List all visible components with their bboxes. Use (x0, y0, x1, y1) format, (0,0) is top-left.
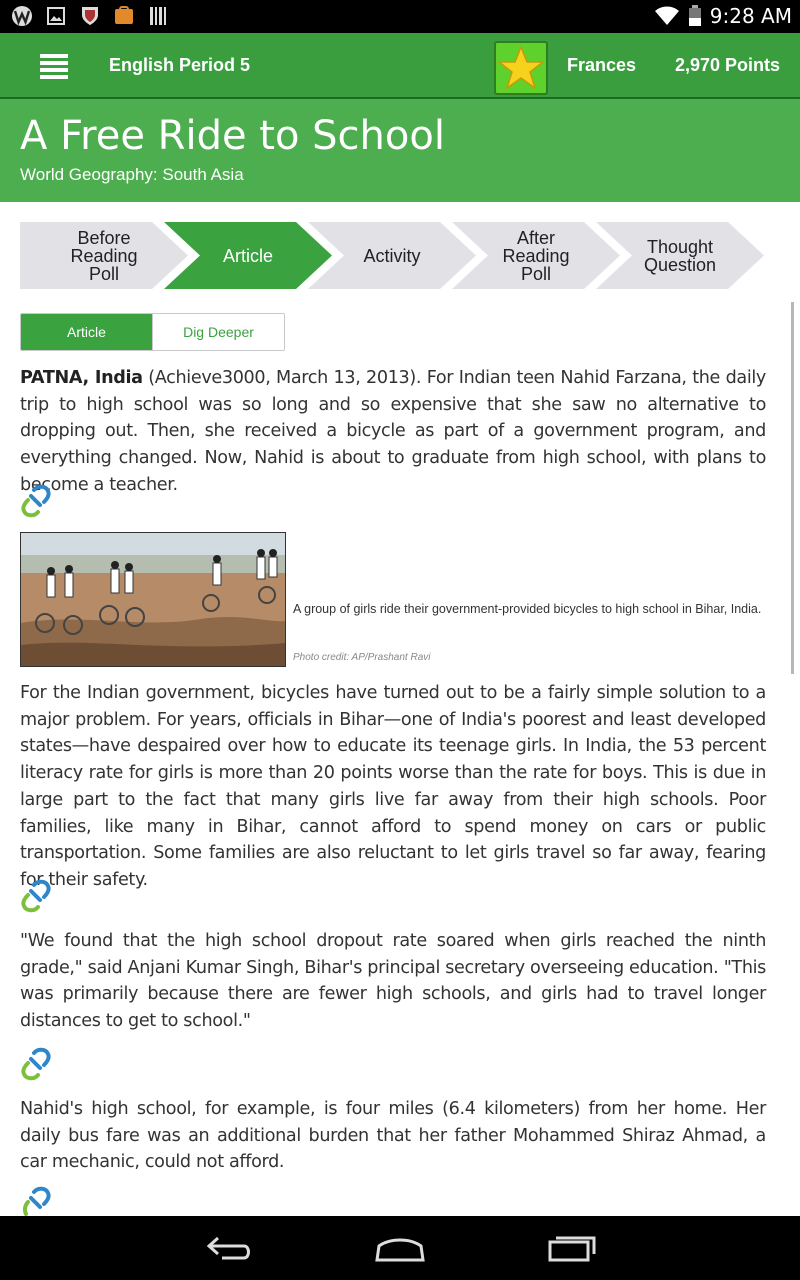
app-bar (0, 33, 800, 99)
home-icon[interactable] (374, 1230, 426, 1266)
wifi-icon (654, 6, 680, 26)
link-icon[interactable] (20, 484, 52, 518)
article-paragraph (20, 365, 766, 499)
dateline: PATNA, India (20, 368, 143, 388)
paragraph-text: (Achieve3000, March 13, 2013). For Indian teen Nahid Farzana, the daily trip to high school was so long and so expensive that she saw no alternative to dropping out. Then, she received a bicycle as part of a government program, and everything changed. Now, Nahid is about to graduate from high school, with plans to become a teacher. (20, 368, 766, 495)
step-label: After Reading Poll (502, 227, 570, 284)
article-subtitle: World Geography: South Asia (20, 165, 244, 184)
dig-deeper-tab[interactable]: Dig Deeper (152, 314, 284, 350)
recents-icon[interactable] (546, 1230, 598, 1266)
article-tab[interactable]: Article (21, 314, 152, 350)
step-activity[interactable] (308, 222, 476, 289)
step-thought-question[interactable] (596, 222, 764, 289)
menu-icon[interactable] (40, 54, 68, 78)
step-label: Before Reading Poll (70, 227, 138, 284)
article-paragraph: For the Indian government, bicycles have turned out to be a fairly simple solution to a major problem. For years, officials in Bihar—one of India's poorest and least developed states—have despaired over how to educate its teenage girls. In India, the 53 percent literacy rate for girls is more than 20 points worse than the rate for boys. This is due in large part to the fact that many girls live far away from their high schools. Poor families, like many in Bihar, cannot afford to spend money on cars or public transportation. Some families are also reluctant to let girls travel so far away, fearing for their safety. (20, 683, 766, 890)
progress-steps (20, 222, 765, 289)
page-title: A Free Ride to School (20, 113, 445, 159)
status-bar (0, 0, 800, 33)
navigation-bar (0, 1216, 800, 1280)
shop-icon (112, 5, 136, 27)
battery-icon (688, 5, 702, 27)
step-after-reading-poll[interactable] (452, 222, 620, 289)
photo-credit: Photo credit: AP/Prashant Ravi (293, 652, 431, 663)
step-label: Activity (363, 245, 421, 266)
gallery-icon (44, 5, 68, 27)
article-header (0, 99, 800, 202)
w-app-icon (10, 5, 34, 27)
class-name[interactable]: English Period 5 (109, 55, 251, 75)
view-toggle (20, 313, 285, 351)
step-article[interactable] (164, 222, 332, 289)
back-icon[interactable] (204, 1230, 256, 1266)
link-icon[interactable] (20, 1047, 52, 1081)
barcode-icon (146, 5, 170, 27)
article-paragraph: "We found that the high school dropout rate soared when girls reached the ninth grade," said Anjani Kumar Singh, Bihar's principal secretary overseeing education. "This was primarily because there are fewer high schools, and girls had to travel longer distances to get to school." (20, 931, 766, 1032)
mcafee-icon (78, 5, 102, 27)
points-counter: 2,970 Points (674, 55, 780, 75)
clock: 9:28 AM (709, 4, 792, 28)
photo-caption: A group of girls ride their government-provided bicycles to high school in Bihar, India. (293, 602, 762, 616)
scrollbar[interactable] (791, 302, 794, 674)
user-name[interactable]: Frances (567, 55, 637, 75)
link-icon[interactable] (20, 1186, 52, 1216)
star-icon[interactable] (494, 41, 548, 95)
step-before-reading-poll[interactable] (20, 222, 188, 289)
article-photo[interactable] (20, 532, 286, 667)
step-label: Thought Question (643, 236, 717, 275)
link-icon[interactable] (20, 879, 52, 913)
step-label: Article (222, 245, 273, 266)
article-paragraph: Nahid's high school, for example, is four miles (6.4 kilometers) from her home. Her daily bus fare was an additional burden that her father Mohammed Shiraz Ahmad, a car mechanic, could not afford. (20, 1099, 766, 1173)
